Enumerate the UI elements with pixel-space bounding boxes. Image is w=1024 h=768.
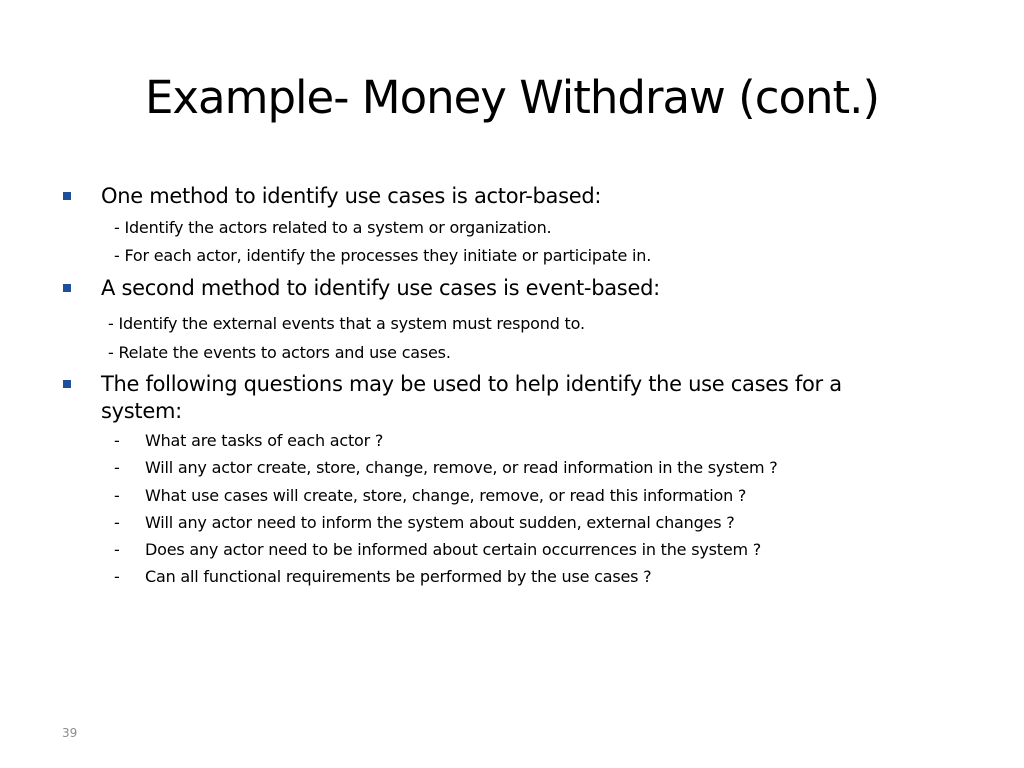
dash-marker: -	[114, 540, 120, 559]
question-text: Can all functional requirements be performed by the use cases ?	[145, 567, 652, 586]
bullet-text: One method to identify use cases is actor-based:	[101, 184, 602, 208]
bullet-text-continuation: system:	[101, 399, 182, 423]
sub-item: - For each actor, identify the processes they initiate or participate in.	[114, 246, 652, 265]
sub-item: - Identify the actors related to a system or organization.	[114, 218, 552, 237]
square-bullet-icon	[63, 380, 71, 388]
dash-marker: -	[114, 458, 120, 477]
square-bullet-icon	[63, 284, 71, 292]
question-text: Will any actor create, store, change, remove, or read information in the system ?	[145, 458, 778, 477]
question-text: What are tasks of each actor ?	[145, 431, 384, 450]
dash-marker: -	[114, 567, 120, 586]
question-text: Will any actor need to inform the system about sudden, external changes ?	[145, 513, 735, 532]
sub-item: - Identify the external events that a system must respond to.	[108, 314, 585, 333]
square-bullet-icon	[63, 192, 71, 200]
sub-item: - Relate the events to actors and use cases.	[108, 343, 451, 362]
dash-marker: -	[114, 513, 120, 532]
page-number: 39	[62, 726, 78, 740]
question-text: Does any actor need to be informed about certain occurrences in the system ?	[145, 540, 762, 559]
bullet-text: A second method to identify use cases is event-based:	[101, 276, 660, 300]
question-text: What use cases will create, store, change, remove, or read this information ?	[145, 486, 747, 505]
bullet-text: The following questions may be used to help identify the use cases for a	[101, 372, 842, 396]
slide-title: Example- Money Withdraw (cont.)	[144, 71, 880, 124]
dash-marker: -	[114, 486, 120, 505]
dash-marker: -	[114, 431, 120, 450]
